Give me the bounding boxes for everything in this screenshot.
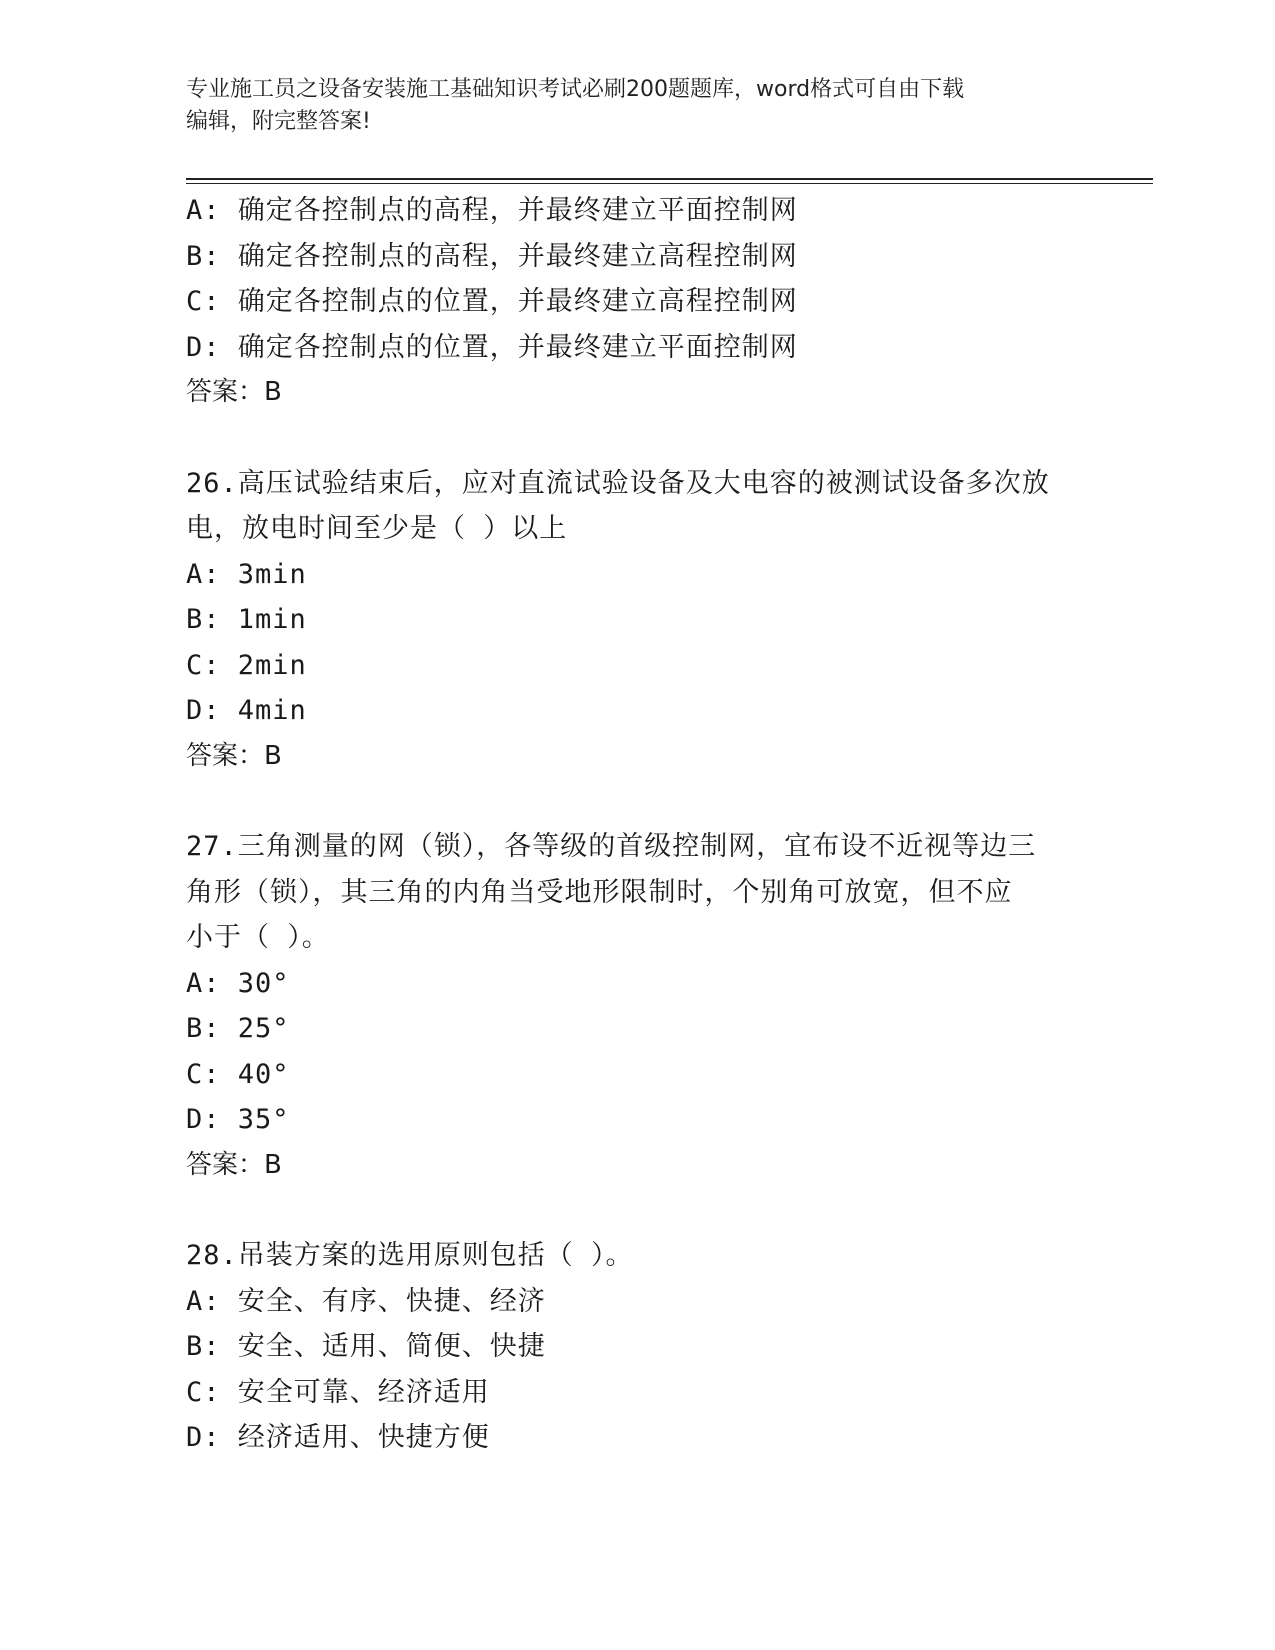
- option-c: C: 安全可靠、经济适用: [186, 1376, 490, 1408]
- question-block-27: [186, 824, 1086, 1188]
- question-stem-line-1: 26.高压试验结束后，应对直流试验设备及大电容的被测试设备多次放: [186, 467, 1050, 499]
- question-stem-line-2: 电，放电时间至少是（ ）以上: [186, 513, 568, 544]
- option-b: B: 1min: [186, 604, 307, 635]
- option-d: D: 4min: [186, 695, 307, 726]
- answer-line: 答案：B: [186, 377, 282, 407]
- document-header: [186, 74, 1066, 138]
- question-stem-line-3: 小于（ ）。: [186, 922, 330, 953]
- question-stem-line-2: 角形（锁），其三角的内角当受地形限制时，个别角可放宽，但不应: [186, 876, 1013, 908]
- option-a: A: 确定各控制点的高程，并最终建立平面控制网: [186, 195, 798, 226]
- header-rule-thin: [186, 183, 1153, 184]
- question-block-28: [186, 1233, 1086, 1461]
- question-block-26: [186, 461, 1086, 780]
- option-c: C: 40°: [186, 1058, 290, 1090]
- header-line-1: 专业施工员之设备安装施工基础知识考试必刷200题题库，word格式可自由下载: [186, 77, 965, 102]
- option-a: A: 3min: [186, 558, 307, 590]
- question-stem-line-1: 27.三角测量的网（锁），各等级的首级控制网，宜布设不近视等边三: [186, 831, 1037, 862]
- question-stem-line-1: 28.吊装方案的选用原则包括（ ）。: [186, 1240, 634, 1271]
- option-d: D: 35°: [186, 1104, 290, 1135]
- option-b: B: 25°: [186, 1013, 290, 1044]
- question-list: [186, 188, 1086, 1461]
- question-block-25: [186, 188, 1086, 416]
- option-d: D: 确定各控制点的位置，并最终建立平面控制网: [186, 331, 798, 363]
- option-c: C: 2min: [186, 649, 307, 681]
- answer-line: 答案：B: [186, 1149, 282, 1180]
- header-line-2: 编辑，附完整答案!: [186, 109, 371, 134]
- option-b: B: 确定各控制点的高程，并最终建立高程控制网: [186, 240, 798, 272]
- header-rule-thick: [186, 178, 1153, 180]
- option-a: A: 安全、有序、快捷、经济: [186, 1285, 546, 1317]
- option-a: A: 30°: [186, 967, 290, 999]
- option-b: B: 安全、适用、简便、快捷: [186, 1331, 546, 1362]
- option-c: C: 确定各控制点的位置，并最终建立高程控制网: [186, 286, 798, 317]
- answer-line: 答案：B: [186, 740, 282, 771]
- option-d: D: 经济适用、快捷方便: [186, 1422, 490, 1453]
